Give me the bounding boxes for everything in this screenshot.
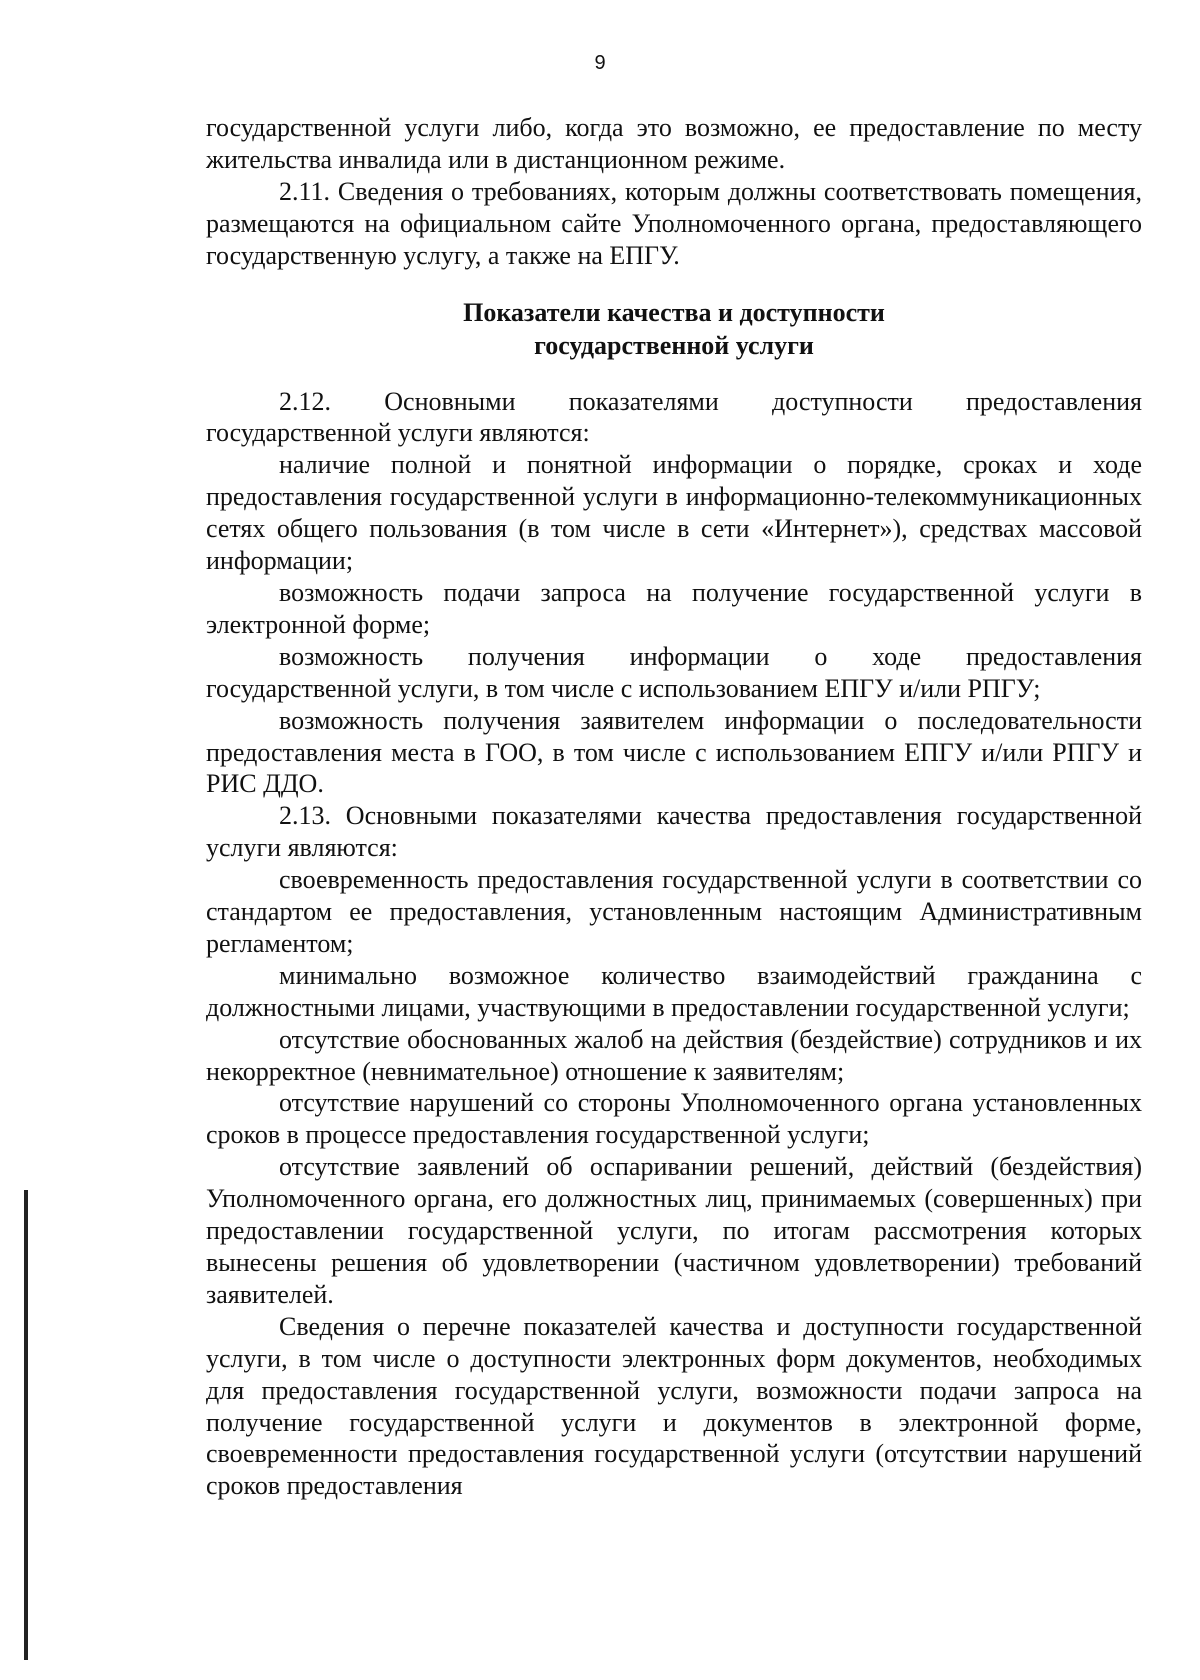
paragraph: 2.11. Сведения о требованиях, которым должны соответствовать помещения, размещаются на официальном сайте Уполномоченного органа, предоставляющего государственную услугу, а также на ЕПГУ. <box>206 176 1142 270</box>
scan-page-edge <box>24 1190 28 1660</box>
section-heading-line: Показатели качества и доступности <box>463 297 885 327</box>
section-heading <box>206 296 1142 362</box>
paragraph: возможность подачи запроса на получение государственной услуги в электронной форме; <box>206 577 1142 639</box>
page-number: 9 <box>594 52 606 74</box>
paragraph: отсутствие обоснованных жалоб на действия (бездействие) сотрудников и их некорректное (невнимательное) отношение к заявителям; <box>206 1024 1142 1086</box>
document-body <box>206 112 1142 1502</box>
paragraph: своевременность предоставления государственной услуги в соответствии со стандартом ее предоставления, установленным настоящим Административным регламентом; <box>206 865 1142 958</box>
paragraph: минимально возможное количество взаимодействий гражданина с должностными лицами, участвующими в предоставлении государственной услуги; <box>206 960 1142 1022</box>
paragraph: государственной услуги либо, когда это возможно, ее предоставление по месту жительства инвалида или в дистанционном режиме. <box>206 113 1142 174</box>
paragraph: отсутствие нарушений со стороны Уполномоченного органа установленных сроков в процессе предоставления государственной услуги; <box>206 1088 1142 1150</box>
paragraph: 2.12. Основными показателями доступности предоставления государственной услуги являются: <box>206 386 1142 448</box>
paragraph: отсутствие заявлений об оспаривании решений, действий (бездействия) Уполномоченного органа, его должностных лиц, принимаемых (совершенных) при предоставлении государственной услуги, по итогам рассмотрения которых вынесены решения об удовлетворении (частичном удовлетворении) требований заявителей. <box>206 1152 1142 1309</box>
paragraph: возможность получения заявителем информации о последовательности предоставления места в ГОО, в том числе с использованием ЕПГУ и/или РПГУ и РИС ДДО. <box>206 705 1142 799</box>
section-heading-line: государственной услуги <box>534 330 814 360</box>
paragraph: возможность получения информации о ходе предоставления государственной услуги, в том числе с использованием ЕПГУ и/или РПГУ; <box>206 641 1142 703</box>
paragraph: наличие полной и понятной информации о порядке, сроках и ходе предоставления государственной услуги в информационно-телекоммуникационных сетях общего пользования (в том числе в сети «Интернет»), средствах массовой информации; <box>206 450 1142 576</box>
paragraph: Сведения о перечне показателей качества и доступности государственной услуги, в том числе о доступности электронных форм документов, необходимых для предоставления государственной услуги, возможности подачи запроса на получение государственной услуги и документов в электронной форме, своевременности предоставления государственной услуги (отсутствии нарушений сроков предоставления <box>206 1311 1142 1501</box>
paragraph: 2.13. Основными показателями качества предоставления государственной услуги являются: <box>206 801 1142 863</box>
